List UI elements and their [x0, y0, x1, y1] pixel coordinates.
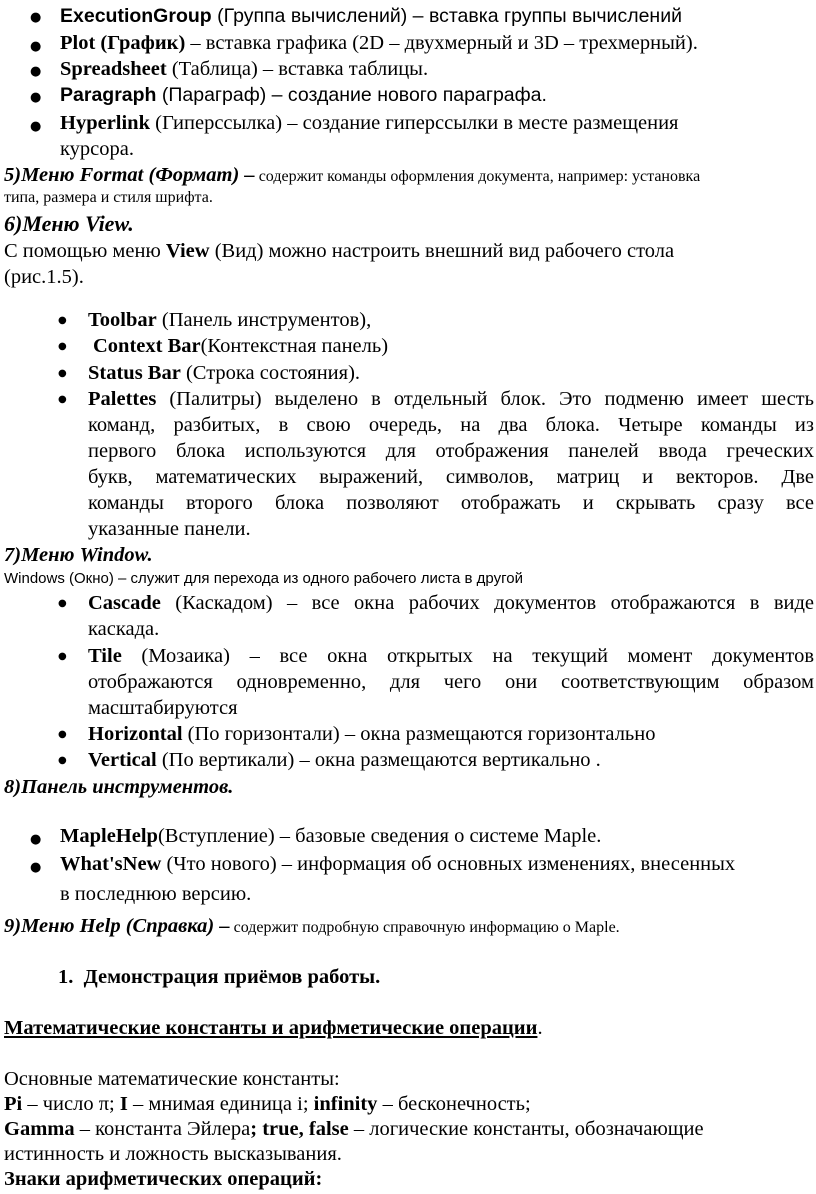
term: ; true, false	[250, 1118, 349, 1140]
list-item	[60, 5, 682, 27]
term: Toolbar	[88, 309, 157, 331]
underlined-title: Математические константы и арифметические операции	[4, 1017, 538, 1039]
bullet-icon: ●	[30, 90, 42, 105]
desc: (Гиперссылка) – создание гиперссылки в месте размещения	[150, 112, 679, 134]
desc: (Строка состояния).	[180, 362, 361, 384]
list-item	[60, 58, 428, 82]
desc: (По горизонтали) – окна размещаются горизонтально	[182, 723, 656, 745]
view-intro	[4, 240, 674, 264]
text: (Вид) можно настроить внешний вид рабочего стола	[209, 240, 675, 262]
section-heading: 6)Меню View.	[4, 211, 134, 236]
bullet-icon: ●	[58, 341, 67, 352]
term: Vertical	[88, 749, 157, 771]
term: Gamma	[4, 1118, 75, 1140]
constants-line	[4, 1118, 704, 1142]
term: ExecutionGroup	[60, 5, 212, 27]
term: Plot (График)	[60, 32, 186, 54]
paragraph-line: букв, математических выражений, символов, матриц и векторов. Две	[88, 466, 814, 488]
constants-intro: Основные математические константы:	[4, 1068, 340, 1090]
term: I	[119, 1093, 128, 1115]
list-item	[60, 825, 601, 849]
desc: – вставка графика (2D – двухмерный и 3D – трехмерный).	[185, 32, 698, 54]
title-dot: .	[537, 1017, 543, 1039]
paragraph-line: команд, разбитых, в свою очередь, на два блока. Четыре команды из	[88, 414, 814, 436]
bullet-icon: ●	[58, 651, 67, 662]
help-menu-paragraph	[4, 915, 620, 939]
list-item-continuation: курсора.	[60, 138, 134, 160]
term: infinity	[313, 1093, 378, 1115]
desc: – константа Эйлера	[74, 1118, 251, 1140]
desc: (Параграф) – создание нового параграфа.	[156, 84, 547, 106]
bullet-icon: ●	[30, 832, 42, 847]
bullet-icon: ●	[30, 10, 42, 25]
section-desc: содержит подробную справочную информацию о Maple.	[229, 919, 620, 936]
bullet-icon: ●	[58, 394, 67, 405]
list-item	[88, 388, 814, 412]
constants-line-continuation: истинность и ложность высказывания.	[4, 1143, 342, 1165]
list-item	[93, 335, 388, 359]
list-item	[60, 32, 698, 56]
desc: – мнимая единица i;	[127, 1093, 314, 1115]
list-item	[88, 723, 656, 747]
paragraph-line: указанные панели.	[88, 518, 251, 540]
bullet-icon: ●	[58, 729, 67, 740]
desc: – бесконечность;	[377, 1093, 531, 1115]
desc: (Мозаика) – все окна открытых на текущий момент документов	[121, 645, 814, 667]
desc: (Группа вычислений) – вставка группы вычислений	[211, 5, 682, 27]
paragraph-line: команды второго блока позволяют отображать и скрывать сразу все	[88, 492, 814, 514]
bullet-icon: ●	[30, 64, 42, 79]
section-heading: 9)Меню Help (Справка) –	[4, 915, 230, 937]
heading-title: Демонстрация приёмов работы.	[83, 966, 381, 988]
section-heading: 5)Меню Format (Формат) –	[4, 164, 255, 186]
desc: (Панель инструментов),	[156, 309, 372, 331]
constants-line	[4, 1093, 531, 1117]
list-item	[88, 592, 814, 616]
list-item	[60, 112, 678, 136]
section-desc-continuation: типа, размера и стиля шрифта.	[4, 189, 213, 206]
section-heading: 7)Меню Window.	[4, 544, 153, 566]
format-menu-paragraph	[4, 164, 700, 188]
term: Pi	[4, 1093, 23, 1115]
bullet-icon: ●	[30, 860, 42, 875]
bullet-icon: ●	[58, 598, 67, 609]
section-desc: Windows (Окно) – служит для перехода из одного рабочего листа в другой	[4, 570, 523, 587]
section-heading: 8)Панель инструментов.	[4, 776, 234, 798]
bullet-icon: ●	[30, 119, 42, 134]
desc: (Палитры) выделено в отдельный блок. Это подменю имеет шесть	[156, 388, 814, 410]
paragraph-line: первого блока используются для отображения панелей ввода греческих	[88, 440, 814, 462]
term: Status Bar	[88, 362, 181, 384]
desc: (Таблица) – вставка таблицы.	[166, 58, 429, 80]
bullet-icon: ●	[30, 39, 42, 54]
section-desc: содержит команды оформления документа, например: установка	[254, 168, 701, 185]
list-item-continuation: каскада.	[88, 618, 160, 640]
list-item	[60, 84, 547, 106]
term: Cascade	[88, 592, 161, 614]
list-item-continuation: отображаются одновременно, для чего они соответствующим образом	[88, 671, 814, 693]
desc: (Каскадом) – все окна рабочих документов отображаются в виде	[160, 592, 814, 614]
view-intro-continuation: (рис.1.5).	[4, 266, 84, 288]
list-item	[88, 362, 360, 386]
desc: – число π;	[22, 1093, 120, 1115]
desc: – логические константы, обозначающие	[348, 1118, 704, 1140]
text: С помощью меню	[4, 240, 166, 262]
term: Context Bar	[93, 335, 201, 357]
list-item	[88, 645, 814, 669]
desc: (Что нового) – информация об основных изменениях, внесенных	[161, 853, 736, 875]
list-item-continuation: в последнюю версию.	[60, 883, 252, 905]
term: Spreadsheet	[60, 58, 167, 80]
numbered-heading	[58, 966, 380, 990]
section-title	[4, 1017, 543, 1041]
term: View	[165, 240, 210, 262]
bullet-icon: ●	[58, 368, 67, 379]
desc: (Вступление) – базовые сведения о системе Maple.	[157, 825, 602, 847]
desc: (Контекстная панель)	[200, 335, 389, 357]
bullet-icon: ●	[58, 315, 67, 326]
list-item	[88, 749, 601, 773]
term: MapleHelp	[60, 825, 158, 847]
bullet-icon: ●	[58, 755, 67, 766]
list-item	[60, 853, 735, 877]
subsection-heading: Знаки арифметических операций:	[4, 1168, 323, 1190]
term: Horizontal	[88, 723, 183, 745]
list-item	[88, 309, 371, 333]
heading-number: 1.	[58, 966, 74, 988]
term: Paragraph	[60, 84, 157, 106]
term: Palettes	[88, 388, 157, 410]
term: Tile	[88, 645, 122, 667]
term: Hyperlink	[60, 112, 150, 134]
desc: (По вертикали) – окна размещаются вертикально .	[156, 749, 601, 771]
list-item-continuation: масштабируются	[88, 697, 238, 719]
term: What'sNew	[60, 853, 162, 875]
